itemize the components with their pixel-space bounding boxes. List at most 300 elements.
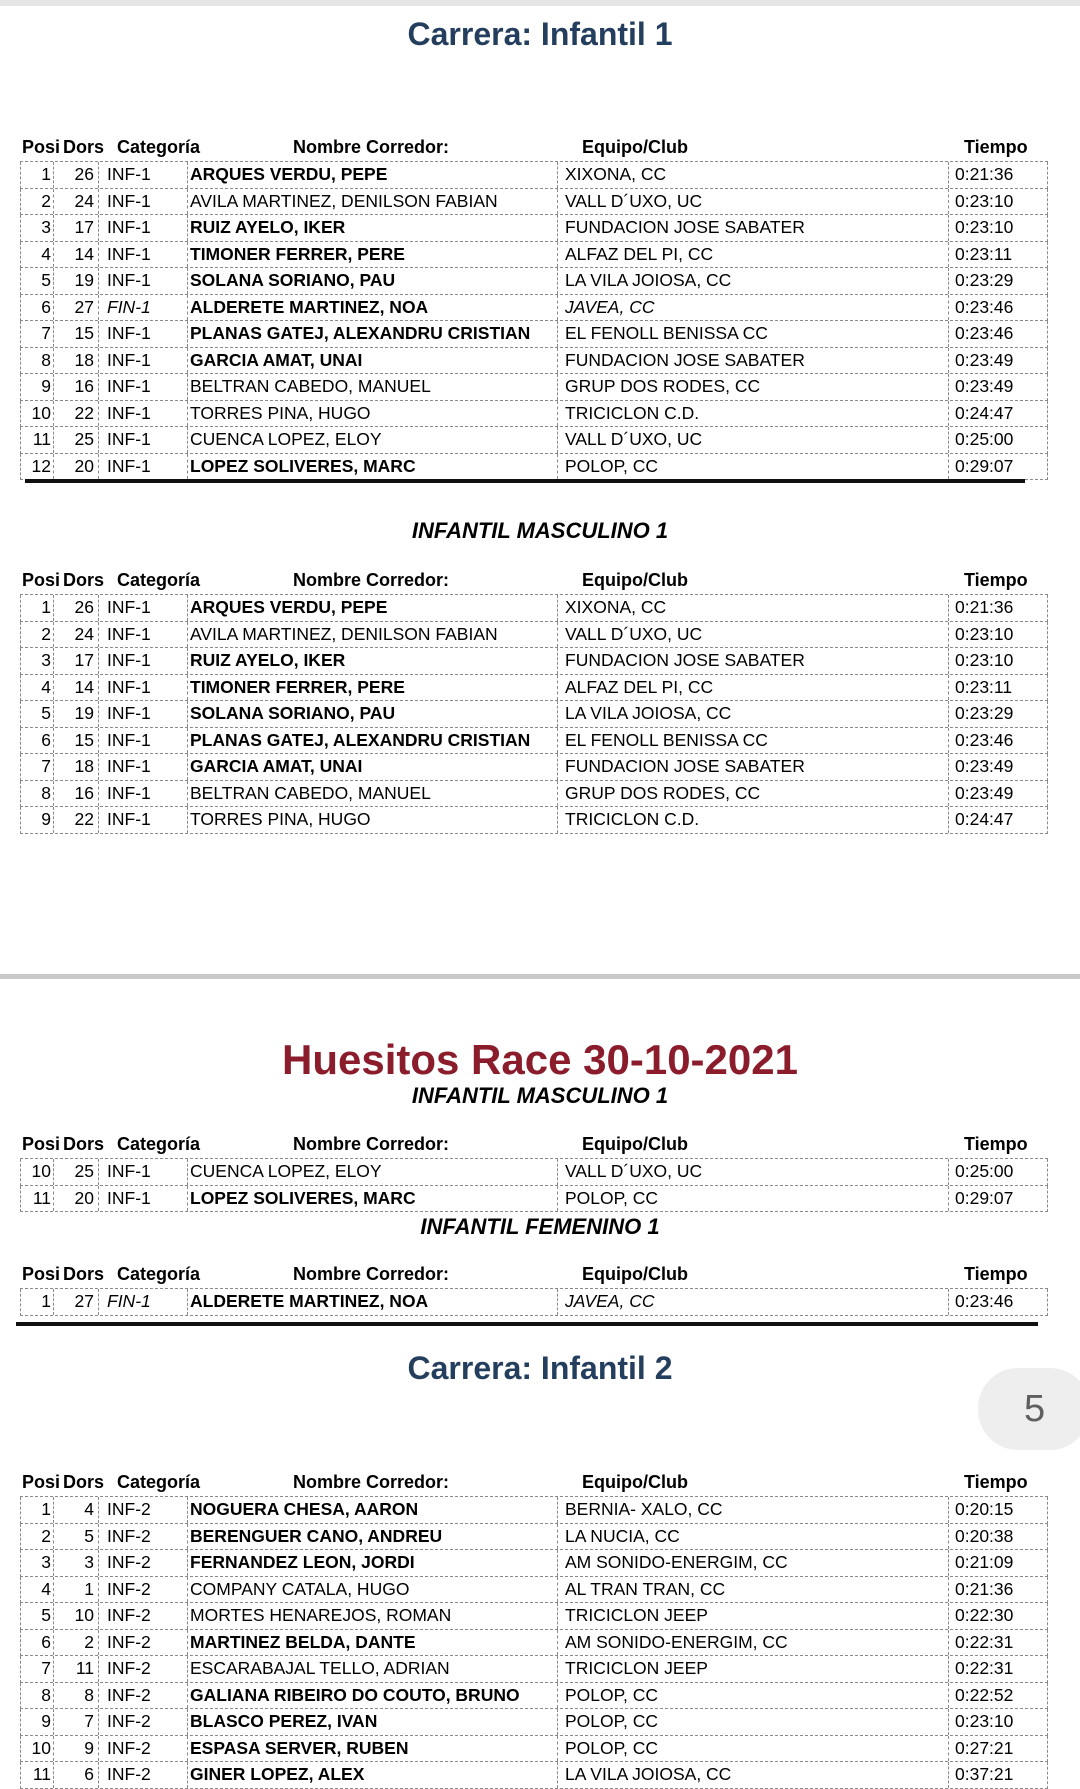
runner-name-cell: MORTES HENAREJOS, ROMAN (188, 1603, 558, 1629)
dorsal-cell: 27 (54, 1289, 99, 1315)
time-cell: 0:21:36 (955, 597, 1014, 617)
time-cell: 0:23:10 (955, 190, 1014, 211)
header-equipo-club: Equipo/Club (582, 570, 688, 590)
time-cell: 0:22:52 (955, 1684, 1014, 1705)
position-cell: 2 (21, 189, 54, 215)
club-cell: POLOP, CC (558, 1736, 949, 1762)
time-cell: 0:25:00 (955, 1161, 1014, 1181)
table-row (20, 454, 1048, 481)
dorsal-cell: 5 (54, 1524, 99, 1550)
dorsal-cell: 11 (54, 1656, 99, 1682)
category-cell: INF-1 (99, 374, 188, 400)
position-cell: 3 (21, 1550, 54, 1576)
dorsal-cell: 18 (54, 754, 99, 780)
header-tiempo: Tiempo (964, 570, 1028, 590)
category-cell: INF-2 (99, 1683, 188, 1709)
runner-name-cell: BLASCO PEREZ, IVAN (188, 1709, 558, 1735)
position-cell: 12 (21, 454, 54, 480)
position-cell: 1 (21, 1497, 54, 1523)
position-cell: 9 (21, 374, 54, 400)
club-cell: LA VILA JOIOSA, CC (558, 1762, 949, 1788)
club-cell: FUNDACION JOSE SABATER (558, 348, 949, 374)
results-table-infantil-femenino-1 (20, 1264, 1048, 1316)
dorsal-cell: 18 (54, 348, 99, 374)
dorsal-cell: 7 (54, 1709, 99, 1735)
table-row (20, 1550, 1048, 1577)
dorsal-cell: 14 (54, 242, 99, 268)
time-cell: 0:37:21 (955, 1764, 1014, 1784)
category-cell: INF-1 (99, 754, 188, 780)
table-row (20, 295, 1048, 322)
club-cell: JAVEA, CC (558, 1289, 949, 1315)
header-posi: Posi (22, 137, 61, 157)
table-row (20, 1630, 1048, 1657)
time-cell: 0:23:46 (955, 729, 1014, 750)
club-cell: LA VILA JOIOSA, CC (558, 701, 949, 727)
header-nombre-corredor: Nombre Corredor: (293, 137, 450, 157)
runner-name-cell: ALDERETE MARTINEZ, NOA (188, 1289, 558, 1315)
position-cell: 5 (21, 1603, 54, 1629)
dorsal-cell: 16 (54, 781, 99, 807)
category-cell: INF-2 (99, 1656, 188, 1682)
table-header (20, 1472, 1048, 1496)
table-row (20, 1683, 1048, 1710)
header-nombre-corredor: Nombre Corredor: (293, 570, 450, 590)
dorsal-cell: 20 (54, 1186, 99, 1212)
category-cell: INF-1 (99, 401, 188, 427)
header-categoria: Categoría (117, 1472, 201, 1492)
section-title-infantil-femenino-1: INFANTIL FEMENINO 1 (420, 1214, 660, 1239)
category-cell: INF-1 (99, 728, 188, 754)
table-body (20, 1496, 1048, 1789)
race-title-infantil-2: Carrera: Infantil 2 (407, 1350, 673, 1386)
position-cell: 5 (21, 268, 54, 294)
table-header (20, 1264, 1048, 1288)
club-cell: VALL D´UXO, UC (558, 622, 949, 648)
category-cell: INF-2 (99, 1550, 188, 1576)
club-cell: POLOP, CC (558, 1186, 949, 1212)
category-cell: INF-1 (99, 648, 188, 674)
time-cell: 0:29:07 (955, 455, 1014, 476)
runner-name-cell: ARQUES VERDU, PEPE (188, 595, 558, 621)
table-row (20, 215, 1048, 242)
dorsal-cell: 22 (54, 401, 99, 427)
club-cell: GRUP DOS RODES, CC (558, 781, 949, 807)
results-table-race2 (20, 1472, 1048, 1789)
runner-name-cell: TORRES PINA, HUGO (188, 807, 558, 833)
dorsal-cell: 26 (54, 162, 99, 188)
category-cell: INF-1 (99, 268, 188, 294)
club-cell: FUNDACION JOSE SABATER (558, 754, 949, 780)
dorsal-cell: 17 (54, 648, 99, 674)
runner-name-cell: ESPASA SERVER, RUBEN (188, 1736, 558, 1762)
header-posi: Posi (22, 1264, 61, 1284)
position-cell: 8 (21, 348, 54, 374)
club-cell: TRICICLON JEEP (558, 1656, 949, 1682)
time-cell: 0:23:10 (955, 650, 1014, 670)
position-cell: 3 (21, 215, 54, 241)
club-cell: AM SONIDO-ENERGIM, CC (558, 1550, 949, 1576)
top-edge (0, 0, 1080, 6)
table-header (20, 1134, 1048, 1158)
runner-name-cell: LOPEZ SOLIVERES, MARC (188, 1186, 558, 1212)
category-cell: INF-1 (99, 1186, 188, 1212)
club-cell: GRUP DOS RODES, CC (558, 374, 949, 400)
position-cell: 7 (21, 321, 54, 347)
header-tiempo: Tiempo (964, 137, 1028, 157)
position-cell: 6 (21, 728, 54, 754)
club-cell: JAVEA, CC (558, 295, 949, 321)
category-cell: INF-2 (99, 1577, 188, 1603)
runner-name-cell: ESCARABAJAL TELLO, ADRIAN (188, 1656, 558, 1682)
club-cell: FUNDACION JOSE SABATER (558, 215, 949, 241)
club-cell: LA NUCIA, CC (558, 1524, 949, 1550)
results-table-race1 (20, 137, 1048, 480)
header-equipo-club: Equipo/Club (582, 1134, 688, 1154)
table-row (20, 162, 1048, 189)
time-cell: 0:23:46 (955, 323, 1014, 343)
header-tiempo: Tiempo (964, 1472, 1028, 1492)
category-cell: INF-1 (99, 427, 188, 453)
time-cell: 0:23:49 (955, 782, 1014, 803)
table-row (20, 1736, 1048, 1763)
position-cell: 2 (21, 622, 54, 648)
dorsal-cell: 3 (54, 1550, 99, 1576)
race-title-infantil-1: Carrera: Infantil 1 (407, 16, 673, 52)
dorsal-cell: 25 (54, 1159, 99, 1185)
category-cell: INF-1 (99, 348, 188, 374)
runner-name-cell: CUENCA LOPEZ, ELOY (188, 427, 558, 453)
position-cell: 4 (21, 675, 54, 701)
position-cell: 11 (21, 427, 54, 453)
dorsal-cell: 2 (54, 1630, 99, 1656)
runner-name-cell: TIMONER FERRER, PERE (188, 675, 558, 701)
position-cell: 6 (21, 295, 54, 321)
category-cell: INF-1 (99, 675, 188, 701)
time-cell: 0:23:10 (955, 217, 1014, 237)
category-cell: INF-1 (99, 454, 188, 480)
table-body (20, 161, 1048, 480)
category-cell: INF-1 (99, 189, 188, 215)
club-cell: FUNDACION JOSE SABATER (558, 648, 949, 674)
club-cell: AM SONIDO-ENERGIM, CC (558, 1630, 949, 1656)
category-cell: INF-1 (99, 162, 188, 188)
category-cell: INF-2 (99, 1524, 188, 1550)
time-cell: 0:21:09 (955, 1552, 1014, 1572)
header-categoria: Categoría (117, 570, 201, 590)
event-title: Huesitos Race 30-10-2021 (282, 1036, 798, 1083)
runner-name-cell: CUENCA LOPEZ, ELOY (188, 1159, 558, 1185)
position-cell: 5 (21, 701, 54, 727)
position-cell: 6 (21, 1630, 54, 1656)
header-categoria: Categoría (117, 1134, 201, 1154)
header-dorsal: Dors (63, 137, 105, 157)
dorsal-cell: 9 (54, 1736, 99, 1762)
table-row (20, 728, 1048, 755)
category-cell: INF-1 (99, 242, 188, 268)
time-cell: 0:23:11 (955, 676, 1013, 697)
runner-name-cell: PLANAS GATEJ, ALEXANDRU CRISTIAN (188, 728, 558, 754)
club-cell: TRICICLON JEEP (558, 1603, 949, 1629)
runner-name-cell: GARCIA AMAT, UNAI (188, 348, 558, 374)
header-equipo-club: Equipo/Club (582, 137, 688, 157)
category-cell: INF-2 (99, 1709, 188, 1735)
page-number-badge: 5 (978, 1368, 1080, 1450)
time-cell: 0:23:46 (955, 296, 1014, 317)
time-cell: 0:21:36 (955, 164, 1014, 184)
runner-name-cell: AVILA MARTINEZ, DENILSON FABIAN (188, 622, 558, 648)
club-cell: BERNIA- XALO, CC (558, 1497, 949, 1523)
header-dorsal: Dors (63, 1472, 105, 1492)
position-cell: 4 (21, 1577, 54, 1603)
table-body (20, 594, 1048, 834)
runner-name-cell: TIMONER FERRER, PERE (188, 242, 558, 268)
time-cell: 0:23:46 (955, 1291, 1014, 1311)
dorsal-cell: 6 (54, 1762, 99, 1788)
dorsal-cell: 20 (54, 454, 99, 480)
header-posi: Posi (22, 570, 61, 590)
club-cell: VALL D´UXO, UC (558, 427, 949, 453)
runner-name-cell: AVILA MARTINEZ, DENILSON FABIAN (188, 189, 558, 215)
club-cell: TRICICLON C.D. (558, 807, 949, 833)
runner-name-cell: FERNANDEZ LEON, JORDI (188, 1550, 558, 1576)
club-cell: EL FENOLL BENISSA CC (558, 321, 949, 347)
runner-name-cell: GARCIA AMAT, UNAI (188, 754, 558, 780)
time-cell: 0:22:31 (955, 1631, 1014, 1652)
club-cell: POLOP, CC (558, 1683, 949, 1709)
runner-name-cell: RUIZ AYELO, IKER (188, 215, 558, 241)
category-cell: INF-1 (99, 1159, 188, 1185)
dorsal-cell: 24 (54, 189, 99, 215)
section-divider (16, 1322, 1038, 1326)
club-cell: POLOP, CC (558, 1709, 949, 1735)
position-cell: 9 (21, 807, 54, 833)
time-cell: 0:27:21 (955, 1737, 1014, 1758)
runner-name-cell: SOLANA SORIANO, PAU (188, 701, 558, 727)
dorsal-cell: 19 (54, 268, 99, 294)
runner-name-cell: ARQUES VERDU, PEPE (188, 162, 558, 188)
category-cell: INF-1 (99, 595, 188, 621)
table-row (20, 1159, 1048, 1186)
page-break (0, 974, 1080, 979)
time-cell: 0:23:29 (955, 703, 1014, 723)
table-row (20, 321, 1048, 348)
header-posi: Posi (22, 1472, 61, 1492)
category-cell: INF-1 (99, 321, 188, 347)
club-cell: POLOP, CC (558, 454, 949, 480)
club-cell: VALL D´UXO, UC (558, 1159, 949, 1185)
header-dorsal: Dors (63, 570, 105, 590)
table-row (20, 427, 1048, 454)
category-cell: INF-2 (99, 1762, 188, 1788)
position-cell: 2 (21, 1524, 54, 1550)
position-cell: 1 (21, 162, 54, 188)
position-cell: 8 (21, 1683, 54, 1709)
table-row (20, 1524, 1048, 1551)
header-equipo-club: Equipo/Club (582, 1472, 688, 1492)
table-body (20, 1158, 1048, 1212)
table-row (20, 1709, 1048, 1736)
time-cell: 0:23:29 (955, 270, 1014, 290)
table-row (20, 781, 1048, 808)
table-header (20, 570, 1048, 594)
position-cell: 9 (21, 1709, 54, 1735)
club-cell: LA VILA JOIOSA, CC (558, 268, 949, 294)
time-cell: 0:20:15 (955, 1499, 1014, 1519)
category-cell: INF-1 (99, 781, 188, 807)
club-cell: TRICICLON C.D. (558, 401, 949, 427)
table-row (20, 701, 1048, 728)
runner-name-cell: SOLANA SORIANO, PAU (188, 268, 558, 294)
position-cell: 4 (21, 242, 54, 268)
runner-name-cell: TORRES PINA, HUGO (188, 401, 558, 427)
time-cell: 0:23:49 (955, 349, 1014, 370)
position-cell: 8 (21, 781, 54, 807)
club-cell: EL FENOLL BENISSA CC (558, 728, 949, 754)
table-row (20, 268, 1048, 295)
table-row (20, 1289, 1048, 1316)
table-row (20, 242, 1048, 269)
header-nombre-corredor: Nombre Corredor: (293, 1264, 450, 1284)
club-cell: XIXONA, CC (558, 162, 949, 188)
time-cell: 0:24:47 (955, 402, 1014, 423)
table-body (20, 1288, 1048, 1316)
position-cell: 10 (21, 401, 54, 427)
time-cell: 0:25:00 (955, 429, 1014, 449)
section-title-infantil-masculino-1-cont: INFANTIL MASCULINO 1 (411, 1083, 669, 1108)
header-dorsal: Dors (63, 1264, 105, 1284)
dorsal-cell: 14 (54, 675, 99, 701)
category-cell: INF-2 (99, 1736, 188, 1762)
club-cell: AL TRAN TRAN, CC (558, 1577, 949, 1603)
runner-name-cell: GALIANA RIBEIRO DO COUTO, BRUNO (188, 1683, 558, 1709)
table-row (20, 675, 1048, 702)
dorsal-cell: 22 (54, 807, 99, 833)
table-row (20, 807, 1048, 834)
header-categoria: Categoría (117, 1264, 201, 1284)
dorsal-cell: 1 (54, 1577, 99, 1603)
runner-name-cell: BELTRAN CABEDO, MANUEL (188, 374, 558, 400)
dorsal-cell: 15 (54, 728, 99, 754)
dorsal-cell: 27 (54, 295, 99, 321)
table-row (20, 1577, 1048, 1604)
time-cell: 0:20:38 (955, 1525, 1014, 1546)
dorsal-cell: 10 (54, 1603, 99, 1629)
runner-name-cell: BELTRAN CABEDO, MANUEL (188, 781, 558, 807)
table-row (20, 622, 1048, 649)
time-cell: 0:24:47 (955, 809, 1014, 829)
time-cell: 0:23:49 (955, 756, 1014, 776)
dorsal-cell: 16 (54, 374, 99, 400)
table-row (20, 348, 1048, 375)
position-cell: 10 (21, 1736, 54, 1762)
runner-name-cell: NOGUERA CHESA, AARON (188, 1497, 558, 1523)
category-cell: FIN-1 (99, 1289, 188, 1315)
dorsal-cell: 19 (54, 701, 99, 727)
time-cell: 0:23:49 (955, 376, 1014, 396)
category-cell: INF-1 (99, 807, 188, 833)
header-nombre-corredor: Nombre Corredor: (293, 1134, 450, 1154)
table-row (20, 595, 1048, 622)
position-cell: 11 (21, 1762, 54, 1788)
results-table-infantil-masculino-1 (20, 570, 1048, 834)
table-row (20, 1186, 1048, 1213)
category-cell: FIN-1 (99, 295, 188, 321)
time-cell: 0:29:07 (955, 1187, 1014, 1208)
header-dorsal: Dors (63, 1134, 105, 1154)
table-row (20, 648, 1048, 675)
section-title-infantil-masculino-1: INFANTIL MASCULINO 1 (411, 518, 669, 543)
category-cell: INF-1 (99, 215, 188, 241)
club-cell: XIXONA, CC (558, 595, 949, 621)
category-cell: INF-2 (99, 1630, 188, 1656)
dorsal-cell: 25 (54, 427, 99, 453)
time-cell: 0:22:30 (955, 1605, 1014, 1625)
header-categoria: Categoría (117, 137, 201, 157)
table-row (20, 401, 1048, 428)
table-row (20, 374, 1048, 401)
runner-name-cell: COMPANY CATALA, HUGO (188, 1577, 558, 1603)
dorsal-cell: 26 (54, 595, 99, 621)
position-cell: 1 (21, 595, 54, 621)
position-cell: 10 (21, 1159, 54, 1185)
runner-name-cell: MARTINEZ BELDA, DANTE (188, 1630, 558, 1656)
position-cell: 7 (21, 1656, 54, 1682)
category-cell: INF-1 (99, 701, 188, 727)
dorsal-cell: 24 (54, 622, 99, 648)
time-cell: 0:23:10 (955, 623, 1014, 644)
header-tiempo: Tiempo (964, 1264, 1028, 1284)
table-row (20, 754, 1048, 781)
runner-name-cell: LOPEZ SOLIVERES, MARC (188, 454, 558, 480)
section-divider (25, 479, 1025, 483)
club-cell: ALFAZ DEL PI, CC (558, 242, 949, 268)
header-nombre-corredor: Nombre Corredor: (293, 1472, 450, 1492)
dorsal-cell: 4 (54, 1497, 99, 1523)
time-cell: 0:23:11 (955, 243, 1013, 264)
time-cell: 0:22:31 (955, 1658, 1014, 1678)
position-cell: 1 (21, 1289, 54, 1315)
table-row (20, 1497, 1048, 1524)
table-row (20, 1656, 1048, 1683)
runner-name-cell: GINER LOPEZ, ALEX (188, 1762, 558, 1788)
category-cell: INF-1 (99, 622, 188, 648)
runner-name-cell: ALDERETE MARTINEZ, NOA (188, 295, 558, 321)
time-cell: 0:21:36 (955, 1578, 1014, 1599)
time-cell: 0:23:10 (955, 1711, 1014, 1731)
results-table-infantil-masculino-1-cont (20, 1134, 1048, 1212)
runner-name-cell: PLANAS GATEJ, ALEXANDRU CRISTIAN (188, 321, 558, 347)
position-cell: 7 (21, 754, 54, 780)
header-equipo-club: Equipo/Club (582, 1264, 688, 1284)
table-row (20, 1603, 1048, 1630)
club-cell: VALL D´UXO, UC (558, 189, 949, 215)
position-cell: 3 (21, 648, 54, 674)
club-cell: ALFAZ DEL PI, CC (558, 675, 949, 701)
table-row (20, 189, 1048, 216)
category-cell: INF-2 (99, 1497, 188, 1523)
runner-name-cell: RUIZ AYELO, IKER (188, 648, 558, 674)
dorsal-cell: 15 (54, 321, 99, 347)
dorsal-cell: 8 (54, 1683, 99, 1709)
header-posi: Posi (22, 1134, 61, 1154)
table-header (20, 137, 1048, 161)
dorsal-cell: 17 (54, 215, 99, 241)
runner-name-cell: BERENGUER CANO, ANDREU (188, 1524, 558, 1550)
header-tiempo: Tiempo (964, 1134, 1028, 1154)
category-cell: INF-2 (99, 1603, 188, 1629)
position-cell: 11 (21, 1186, 54, 1212)
